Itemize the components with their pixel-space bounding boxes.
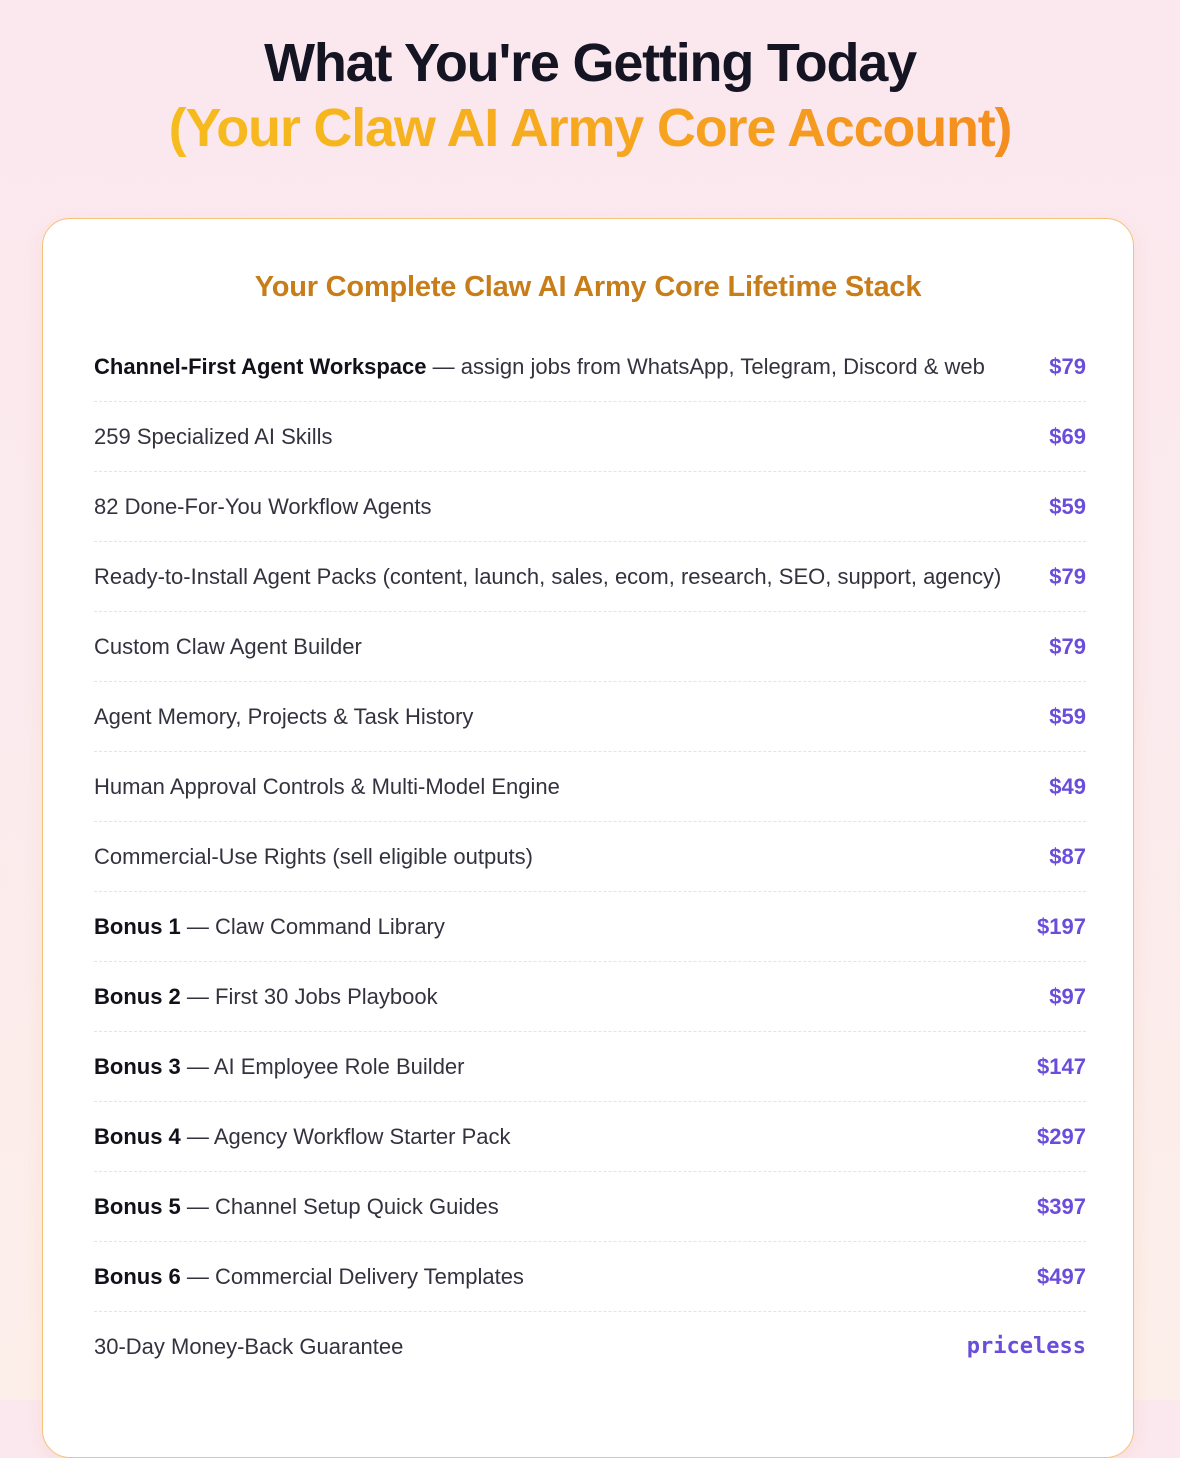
stack-row-title: Bonus 5 bbox=[94, 1194, 181, 1219]
stack-row bbox=[94, 892, 1086, 962]
stack-row-title: Channel-First Agent Workspace bbox=[94, 354, 427, 379]
stack-row bbox=[94, 1242, 1086, 1312]
stack-row-description: 82 Done-For-You Workflow Agents bbox=[94, 494, 432, 519]
stack-row-label bbox=[94, 422, 1024, 452]
stack-row-title: Bonus 4 bbox=[94, 1124, 181, 1149]
stack-row bbox=[94, 332, 1086, 402]
stack-row-title: Bonus 6 bbox=[94, 1264, 181, 1289]
stack-row-price: $87 bbox=[1049, 844, 1086, 869]
stack-row bbox=[94, 402, 1086, 472]
stack-row-price: $147 bbox=[1037, 1054, 1086, 1079]
stack-row-description: 259 Specialized AI Skills bbox=[94, 424, 333, 449]
stack-row bbox=[94, 962, 1086, 1032]
stack-row-title: Bonus 2 bbox=[94, 984, 181, 1009]
stack-row-label bbox=[94, 1332, 1024, 1362]
stack-row-description: assign jobs from WhatsApp, Telegram, Discord & web bbox=[460, 354, 985, 379]
stack-row-price: $79 bbox=[1049, 564, 1086, 589]
stack-row-price: $397 bbox=[1037, 1194, 1086, 1219]
stack-row-description: Ready-to-Install Agent Packs (content, launch, sales, ecom, research, SEO, support, agency) bbox=[94, 564, 1002, 589]
stack-row-label bbox=[94, 1262, 1024, 1292]
stack-row-description: Agency Workflow Starter Pack bbox=[213, 1124, 511, 1149]
stack-row-label bbox=[94, 492, 1024, 522]
stack-row-description: First 30 Jobs Playbook bbox=[215, 984, 438, 1009]
stack-row bbox=[94, 1312, 1086, 1382]
stack-row-price: $97 bbox=[1049, 984, 1086, 1009]
stack-row bbox=[94, 1102, 1086, 1172]
stack-row-price: $197 bbox=[1037, 914, 1086, 939]
stack-row-label bbox=[94, 1122, 1024, 1152]
stack-row-separator: — bbox=[180, 1194, 216, 1219]
stack-row-separator: — bbox=[180, 1264, 216, 1289]
stack-row-separator: — bbox=[180, 984, 216, 1009]
page-title: What You're Getting Today bbox=[264, 33, 916, 93]
stack-row-label bbox=[94, 352, 1024, 382]
stack-card bbox=[42, 218, 1134, 1458]
stack-row-description: Human Approval Controls & Multi-Model Engine bbox=[94, 774, 560, 799]
stack-row-price: $297 bbox=[1037, 1124, 1086, 1149]
stack-row-price: $49 bbox=[1049, 774, 1086, 799]
stack-row-price: $59 bbox=[1049, 494, 1086, 519]
stack-row-label bbox=[94, 772, 1024, 802]
stack-row-price: $79 bbox=[1049, 634, 1086, 659]
stack-row-description: Channel Setup Quick Guides bbox=[215, 1194, 499, 1219]
stack-list bbox=[94, 332, 1086, 1382]
stack-row-separator: — bbox=[180, 1054, 214, 1079]
stack-row-description: 30-Day Money-Back Guarantee bbox=[94, 1334, 404, 1359]
stack-row-title: Bonus 1 bbox=[94, 914, 181, 939]
stack-row bbox=[94, 542, 1086, 612]
stack-row-label bbox=[94, 702, 1024, 732]
stack-row-description: Claw Command Library bbox=[215, 914, 445, 939]
stack-row-description: Agent Memory, Projects & Task History bbox=[94, 704, 474, 729]
stack-row-separator: — bbox=[180, 914, 216, 939]
stack-row-description: AI Employee Role Builder bbox=[213, 1054, 465, 1079]
stack-row-separator: — bbox=[180, 1124, 214, 1149]
stack-row-price: $69 bbox=[1049, 424, 1086, 449]
stack-row-title: Bonus 3 bbox=[94, 1054, 181, 1079]
stack-row bbox=[94, 752, 1086, 822]
stack-row-label bbox=[94, 562, 1024, 592]
stack-row-label bbox=[94, 982, 1024, 1012]
stack-row bbox=[94, 612, 1086, 682]
stack-row-price: $497 bbox=[1037, 1264, 1086, 1289]
stack-row-label bbox=[94, 912, 1024, 942]
page-subtitle: (Your Claw AI Army Core Account) bbox=[0, 95, 1180, 161]
stack-row-label bbox=[94, 632, 1024, 662]
stack-row-label bbox=[94, 1192, 1024, 1222]
stack-row-label bbox=[94, 1052, 1024, 1082]
stack-row bbox=[94, 1032, 1086, 1102]
stack-row-label bbox=[94, 842, 1024, 872]
stack-card-title: Your Complete Claw AI Army Core Lifetime Stack bbox=[254, 271, 922, 303]
stack-row bbox=[94, 822, 1086, 892]
stack-row bbox=[94, 682, 1086, 752]
stack-row-separator: — bbox=[426, 354, 461, 379]
stack-row-price: $79 bbox=[1049, 354, 1086, 379]
stack-row bbox=[94, 1172, 1086, 1242]
stack-row bbox=[94, 472, 1086, 542]
stack-row-description: Custom Claw Agent Builder bbox=[94, 634, 362, 659]
stack-row-description: Commercial-Use Rights (sell eligible outputs) bbox=[94, 844, 533, 869]
stack-row-price: $59 bbox=[1049, 704, 1086, 729]
stack-row-description: Commercial Delivery Templates bbox=[215, 1264, 524, 1289]
stack-row-price: priceless bbox=[966, 1334, 1086, 1359]
